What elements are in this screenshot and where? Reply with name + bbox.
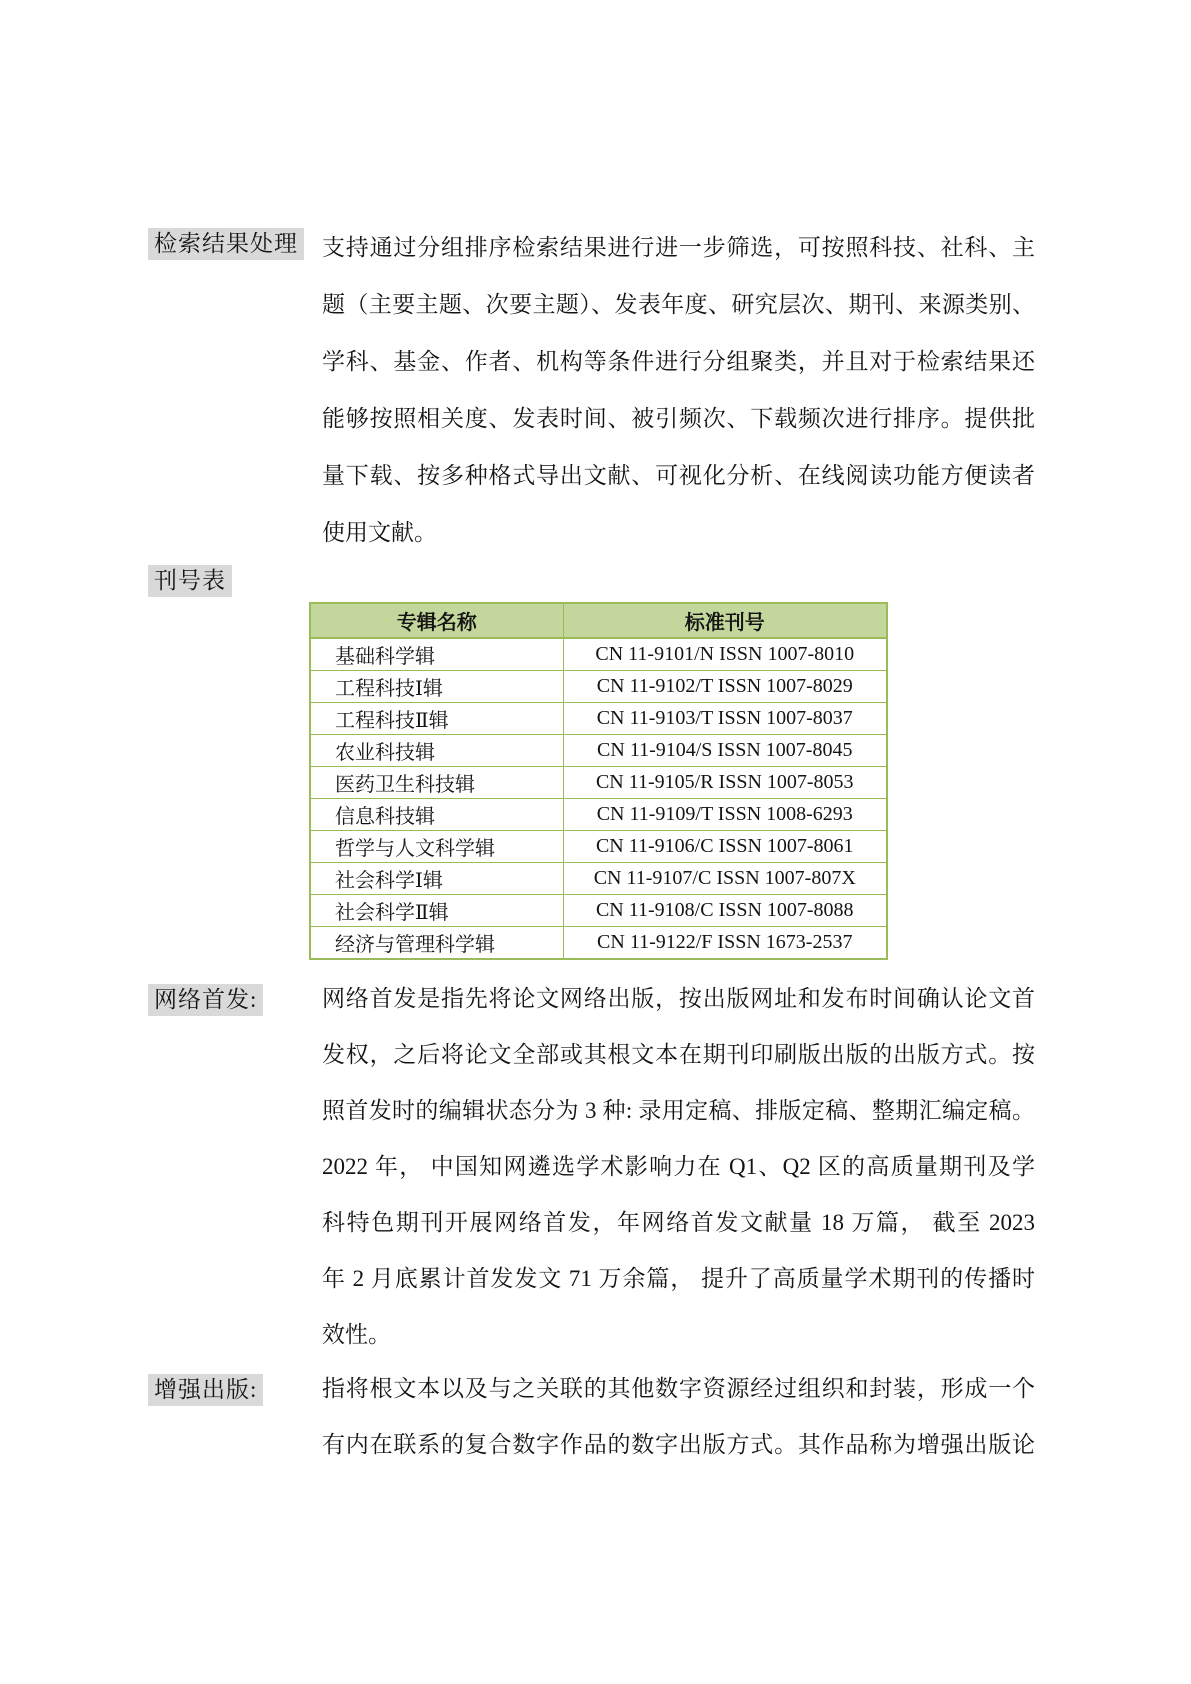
text-line: 科特色期刊开展网络首发，年网络首发文献量 18 万篇， 截至 2023 bbox=[322, 1210, 1036, 1235]
table-row bbox=[310, 895, 887, 927]
table-row bbox=[310, 767, 887, 799]
table-row bbox=[310, 703, 887, 735]
table-cell-standard-number: CN 11-9109/T ISSN 1008-6293 bbox=[563, 799, 887, 831]
table-row bbox=[310, 927, 887, 960]
table-row bbox=[310, 671, 887, 703]
table-cell-standard-number: CN 11-9103/T ISSN 1007-8037 bbox=[563, 703, 887, 735]
table-cell-series-name: 基础科学辑 bbox=[310, 638, 563, 671]
table-row bbox=[310, 831, 887, 863]
table-cell-standard-number: CN 11-9122/F ISSN 1673-2537 bbox=[563, 927, 887, 960]
term-label-journal-number-table: 刊号表 bbox=[148, 565, 232, 597]
text-line: 照首发时的编辑状态分为 3 种: 录用定稿、排版定稿、整期汇编定稿。 bbox=[322, 1098, 1035, 1123]
paragraph-enhanced-publishing bbox=[322, 1361, 1035, 1473]
text-line: 效性。 bbox=[322, 1322, 391, 1347]
table-header-row bbox=[310, 603, 887, 638]
table-header-standard-number: 标准刊号 bbox=[563, 603, 887, 638]
text-line: 指将根文本以及与之关联的其他数字资源经过组织和封装，形成一个 bbox=[322, 1376, 1035, 1401]
text-line: 支持通过分组排序检索结果进行进一步筛选，可按照科技、社科、主 bbox=[322, 235, 1035, 260]
table-cell-series-name: 社会科学Ⅱ辑 bbox=[310, 895, 563, 927]
term-label-online-first: 网络首发: bbox=[148, 984, 263, 1016]
text-line: 学科、基金、作者、机构等条件进行分组聚类，并且对于检索结果还 bbox=[322, 349, 1035, 374]
term-label-retrieval-results: 检索结果处理 bbox=[148, 228, 304, 260]
journal-number-table bbox=[309, 602, 888, 960]
text-line: 能够按照相关度、发表时间、被引频次、下载频次进行排序。提供批 bbox=[322, 406, 1035, 431]
table-header-series-name: 专辑名称 bbox=[310, 603, 563, 638]
table-row bbox=[310, 863, 887, 895]
text-line: 题（主要主题、次要主题）、发表年度、研究层次、期刊、来源类别、 bbox=[322, 292, 1035, 317]
table-row bbox=[310, 638, 887, 671]
table-cell-series-name: 医药卫生科技辑 bbox=[310, 767, 563, 799]
text-line: 网络首发是指先将论文网络出版，按出版网址和发布时间确认论文首 bbox=[322, 986, 1035, 1011]
paragraph-retrieval-results bbox=[322, 219, 1035, 561]
table-cell-series-name: 工程科技Ⅰ辑 bbox=[310, 671, 563, 703]
table-cell-series-name: 工程科技Ⅱ辑 bbox=[310, 703, 563, 735]
table-cell-series-name: 社会科学Ⅰ辑 bbox=[310, 863, 563, 895]
table-cell-series-name: 信息科技辑 bbox=[310, 799, 563, 831]
table-row bbox=[310, 735, 887, 767]
text-line: 量下载、按多种格式导出文献、可视化分析、在线阅读功能方便读者 bbox=[322, 463, 1035, 488]
table-cell-standard-number: CN 11-9102/T ISSN 1007-8029 bbox=[563, 671, 887, 703]
table-cell-standard-number: CN 11-9104/S ISSN 1007-8045 bbox=[563, 735, 887, 767]
table-cell-series-name: 哲学与人文科学辑 bbox=[310, 831, 563, 863]
table-row bbox=[310, 799, 887, 831]
table-cell-standard-number: CN 11-9101/N ISSN 1007-8010 bbox=[563, 638, 887, 671]
text-line: 年 2 月底累计首发发文 71 万余篇， 提升了高质量学术期刊的传播时 bbox=[322, 1266, 1035, 1291]
table-cell-series-name: 经济与管理科学辑 bbox=[310, 927, 563, 960]
table-cell-standard-number: CN 11-9107/C ISSN 1007-807X bbox=[563, 863, 887, 895]
paragraph-online-first bbox=[322, 971, 1035, 1363]
text-line: 2022 年， 中国知网遴选学术影响力在 Q1、Q2 区的高质量期刊及学 bbox=[322, 1154, 1035, 1179]
table-cell-standard-number: CN 11-9108/C ISSN 1007-8088 bbox=[563, 895, 887, 927]
text-line: 发权，之后将论文全部或其根文本在期刊印刷版出版的出版方式。按 bbox=[322, 1042, 1035, 1067]
text-line: 使用文献。 bbox=[322, 520, 437, 545]
table-cell-standard-number: CN 11-9105/R ISSN 1007-8053 bbox=[563, 767, 887, 799]
table-cell-standard-number: CN 11-9106/C ISSN 1007-8061 bbox=[563, 831, 887, 863]
table-cell-series-name: 农业科技辑 bbox=[310, 735, 563, 767]
term-label-enhanced-publishing: 增强出版: bbox=[148, 1374, 263, 1406]
text-line: 有内在联系的复合数字作品的数字出版方式。其作品称为增强出版论 bbox=[322, 1432, 1035, 1457]
